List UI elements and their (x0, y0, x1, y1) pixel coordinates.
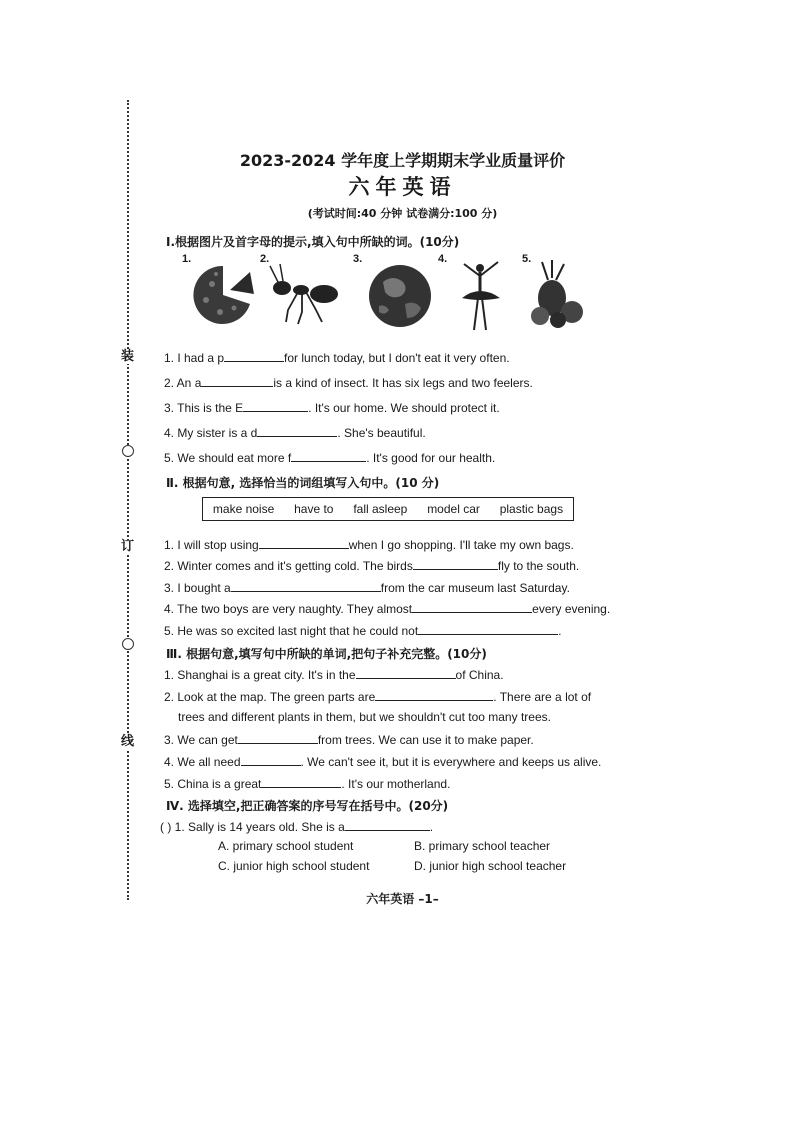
s3-question-5 (164, 776, 450, 791)
binding-circle-1 (122, 445, 134, 457)
s2-q3-text-post: from the car museum last Saturday. (380, 581, 570, 595)
word-box-item-2: have to (294, 502, 334, 516)
section3-heading: Ⅲ. 根据句意,填写句中所缺的单词,把句子补充完整。(10分) (166, 647, 487, 661)
binding-char-xian: 线 (121, 734, 135, 749)
s3-question-2-continued (178, 710, 551, 724)
s4-q1-answer-paren[interactable]: ( ) (160, 820, 172, 834)
s3-q3-text-pre: 3. We can get (164, 733, 238, 747)
word-box-item-3: fall asleep (353, 502, 408, 516)
pic-number-3: 3. (353, 253, 363, 265)
s2-question-5 (164, 623, 562, 638)
pic-number-5: 5. (522, 253, 532, 265)
s1-q1-blank[interactable] (224, 350, 284, 362)
s1-q1-text-post: for lunch today, but I don't eat it very often. (284, 351, 510, 365)
s1-q2-blank[interactable] (201, 375, 273, 387)
s4-question-1 (160, 819, 433, 834)
s2-question-2 (164, 558, 579, 573)
section1-heading: Ⅰ.根据图片及首字母的提示,填入句中所缺的词。(10分) (166, 235, 460, 249)
s2-q5-blank[interactable] (418, 623, 558, 635)
s3-q2-blank[interactable] (375, 689, 493, 701)
exam-title: 2023-2024 学年度上学期期末学业质量评价 (239, 151, 566, 170)
s4-q1-text-post: . (429, 820, 434, 834)
pic-number-2: 2. (260, 253, 270, 265)
word-box (202, 497, 574, 521)
pic-number-4: 4. (438, 253, 448, 265)
s1-question-4 (164, 425, 426, 440)
s3-q2-continued-text: trees and different plants in them, but we shouldn't cut too many trees. (178, 710, 551, 724)
binding-dotted-line (127, 100, 129, 900)
s2-q1-text-post: when I go shopping. I'll take my own bags. (348, 538, 574, 552)
s3-q2-text-pre: 2. Look at the map. The green parts are (164, 690, 376, 704)
s1-q3-blank[interactable] (243, 400, 308, 412)
s2-q1-text-pre: 1. I will stop using (164, 538, 259, 552)
s3-q2-text-post: . There are a lot of (493, 690, 592, 704)
s2-question-1 (164, 537, 574, 552)
s2-q4-blank[interactable] (412, 601, 532, 613)
exam-subject: 六年英语 (348, 175, 457, 199)
s3-q1-text-post: of China. (455, 668, 504, 682)
s2-q1-blank[interactable] (259, 537, 349, 549)
s4-q1-blank[interactable] (345, 819, 430, 831)
s2-question-3 (164, 580, 570, 595)
s1-question-3 (164, 400, 500, 415)
s3-question-2 (164, 689, 591, 704)
s1-q5-text-post: . It's good for our health. (366, 451, 496, 465)
ballet-dancer-picture (450, 260, 510, 335)
s3-q5-text-pre: 5. China is a great (164, 777, 262, 791)
page-footer: 六年英语 –1– (366, 892, 439, 906)
s2-q4-text-post: every evening. (532, 602, 611, 616)
s4-q1-option-a[interactable]: A. primary school student (218, 839, 354, 853)
s3-q1-text-pre: 1. Shanghai is a great city. It's in the (164, 668, 356, 682)
binding-char-ding: 订 (121, 539, 135, 554)
s1-question-1 (164, 350, 510, 365)
s3-q3-text-post: from trees. We can use it to make paper. (317, 733, 534, 747)
pizza-picture (188, 260, 258, 330)
s4-q1-option-d[interactable]: D. junior high school teacher (414, 859, 567, 873)
ant-picture (268, 260, 348, 330)
s2-q2-text-post: fly to the south. (497, 559, 580, 573)
s2-q3-text-pre: 3. I bought a (164, 581, 231, 595)
s4-q1-text-pre: 1. Sally is 14 years old. She is a (174, 820, 345, 834)
s3-q4-text-pre: 4. We all need (164, 755, 241, 769)
s4-q1-option-c[interactable]: C. junior high school student (218, 859, 370, 873)
s1-q3-text-pre: 3. This is the E (164, 401, 244, 415)
s1-q5-text-pre: 5. We should eat more f (164, 451, 292, 465)
s1-q2-text-post: is a kind of insect. It has six legs and two feelers. (273, 376, 533, 390)
s1-question-2 (164, 375, 533, 390)
s1-q4-text-post: . She's beautiful. (337, 426, 426, 440)
s2-question-4 (164, 601, 610, 616)
s1-q4-blank[interactable] (257, 425, 337, 437)
s1-q2-text-pre: 2. An a (164, 376, 202, 390)
s2-q5-text-pre: 5. He was so excited last night that he could not (164, 624, 419, 638)
s1-q3-text-post: . It's our home. We should protect it. (308, 401, 500, 415)
section2-heading: Ⅱ. 根据句意, 选择恰当的词组填写入句中。(10 分) (166, 476, 440, 490)
s4-q1-option-b[interactable]: B. primary school teacher (414, 839, 551, 853)
section4-heading: Ⅳ. 选择填空,把正确答案的序号写在括号中。(20分) (166, 799, 449, 813)
exam-meta: (考试时间:40 分钟 试卷满分:100 分) (307, 207, 498, 220)
s2-q5-text-post: . (558, 624, 562, 638)
s3-q3-blank[interactable] (238, 732, 318, 744)
s3-q1-blank[interactable] (356, 667, 456, 679)
earth-picture (365, 260, 435, 330)
word-box-item-1: make noise (212, 502, 275, 516)
s1-q1-text-pre: 1. I had a p (164, 351, 225, 365)
s3-q5-text-post: . It's our motherland. (341, 777, 451, 791)
s3-q5-blank[interactable] (261, 776, 341, 788)
s1-question-5 (164, 450, 495, 465)
s1-q4-text-pre: 4. My sister is a d (164, 426, 258, 440)
s3-question-4 (164, 754, 601, 769)
s2-q4-text-pre: 4. The two boys are very naughty. They almost (164, 602, 413, 616)
binding-circle-2 (122, 638, 134, 650)
pic-number-1: 1. (182, 253, 192, 265)
s1-q5-blank[interactable] (291, 450, 366, 462)
s2-q3-blank[interactable] (231, 580, 381, 592)
s2-q2-blank[interactable] (413, 558, 498, 570)
fruit-picture (528, 260, 588, 330)
s3-question-1 (164, 667, 504, 682)
s2-q2-text-pre: 2. Winter comes and it's getting cold. The birds (164, 559, 413, 573)
s3-q4-blank[interactable] (241, 754, 301, 766)
s3-question-3 (164, 732, 534, 747)
s3-q4-text-post: . We can't see it, but it is everywhere and keeps us alive. (300, 755, 602, 769)
word-box-item-5: plastic bags (499, 502, 564, 516)
word-box-item-4: model car (427, 502, 480, 516)
binding-char-zhuang: 装 (121, 349, 135, 364)
